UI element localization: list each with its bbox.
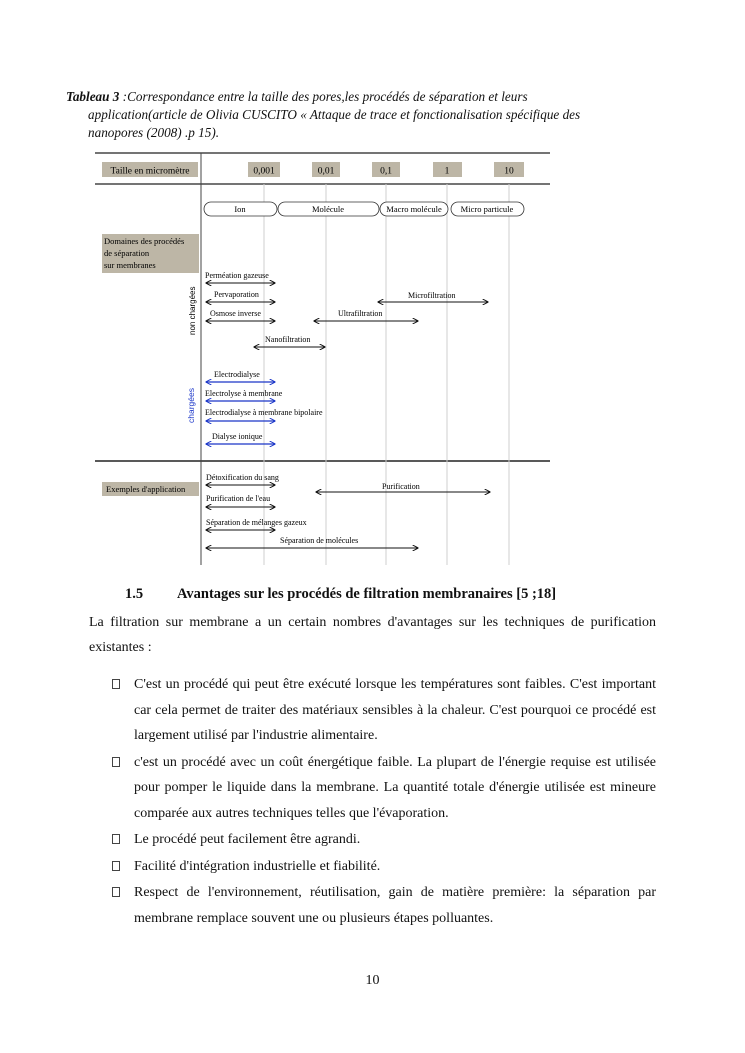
process-label: Pervaporation bbox=[214, 290, 259, 299]
section-title: Avantages sur les procédés de filtration membranaires [5 ;18] bbox=[177, 586, 557, 602]
application-label: Détoxification du sang bbox=[206, 473, 279, 482]
process-label: Dialyse ionique bbox=[212, 432, 263, 441]
process-label: Electrolyse à membrane bbox=[205, 389, 283, 398]
list-item-text: C'est un procédé qui peut être exécuté lorsque les températures sont faibles. C'est important car cela permet de traiter des matériaux sensibles à la chaleur. C'est pourquoi ce procédé est largement utilisé par l'industrie alimentaire. bbox=[134, 677, 656, 743]
list-item-text: c'est un procédé avec un coût énergétique faible. La plupart de l'énergie requise est utilisée pour pomper le liquide dans la membrane. La quantité totale d'énergie utilisée est mineure comparée aux autres techniques telles que l'évaporation. bbox=[134, 754, 656, 821]
process-label: Perméation gazeuse bbox=[205, 271, 269, 280]
process-label: Microfiltration bbox=[408, 291, 456, 300]
advantages-list bbox=[112, 672, 656, 932]
application-label: Séparation de molécules bbox=[280, 536, 359, 545]
page-number: 10 bbox=[365, 973, 380, 988]
caption-line3: nanopores (2008) .p 15). bbox=[88, 125, 220, 140]
application-label: Séparation de mélanges gazeux bbox=[206, 518, 307, 527]
size-value: 0,001 bbox=[253, 166, 275, 177]
size-label: Taille en micromètre bbox=[110, 166, 190, 177]
intro-paragraph: La filtration sur membrane a un certain nombres d'avantages sur les techniques de purification existantes : bbox=[89, 615, 656, 655]
list-item bbox=[112, 750, 656, 827]
list-item bbox=[112, 880, 656, 931]
section-heading bbox=[125, 586, 556, 603]
uncharged-label: non chargées bbox=[188, 286, 197, 335]
process-label: Electrodialyse à membrane bipolaire bbox=[205, 408, 323, 417]
list-item bbox=[112, 854, 656, 880]
section-number: 1.5 bbox=[125, 586, 144, 602]
bullet-box-icon bbox=[112, 887, 120, 897]
size-value: 0,1 bbox=[380, 166, 392, 177]
application-label: Purification bbox=[382, 482, 420, 491]
bullet-box-icon bbox=[112, 861, 120, 871]
particle-label: Molécule bbox=[311, 204, 345, 214]
domain-label-line: sur membranes bbox=[104, 260, 156, 270]
size-value: 1 bbox=[444, 166, 450, 177]
list-item-text: Respect de l'environnement, réutilisation, gain de matière première: la séparation par membrane remplace souvent une ou plusieurs étapes polluantes. bbox=[134, 885, 656, 926]
particle-label: Micro particule bbox=[460, 204, 514, 214]
bullet-box-icon bbox=[112, 679, 120, 689]
particle-label: Ion bbox=[234, 204, 246, 214]
list-item bbox=[112, 672, 656, 749]
list-item-text: Facilité d'intégration industrielle et fiabilité. bbox=[134, 858, 381, 874]
list-item-text: Le procédé peut facilement être agrandi. bbox=[134, 832, 361, 847]
particle-label: Macro molécule bbox=[386, 204, 442, 214]
application-label: Purification de l'eau bbox=[206, 494, 271, 503]
process-label: Electrodialyse bbox=[214, 370, 260, 379]
caption-lead: Tableau 3 bbox=[66, 89, 120, 104]
applications-label: Exemples d'application bbox=[106, 484, 186, 494]
caption-line1: :Correspondance entre la taille des pores,les procédés de séparation et leurs bbox=[119, 89, 528, 104]
process-label: Nanofiltration bbox=[265, 335, 311, 344]
process-label: Ultrafiltration bbox=[338, 309, 383, 318]
size-value: 0,01 bbox=[317, 166, 335, 177]
process-label: Osmose inverse bbox=[210, 309, 261, 318]
domain-label-line: Domaines des procédés bbox=[104, 236, 185, 246]
bullet-box-icon bbox=[112, 834, 120, 844]
caption-line2: application(article de Olivia CUSCITO « Attaque de trace et fonctionalisation spécifique des bbox=[88, 107, 581, 122]
list-item bbox=[112, 827, 656, 853]
pore-size-diagram bbox=[92, 150, 554, 570]
charged-label: chargées bbox=[186, 388, 196, 423]
table-caption bbox=[66, 88, 656, 142]
bullet-box-icon bbox=[112, 757, 120, 767]
size-value: 10 bbox=[504, 166, 514, 177]
domain-label-line: de séparation bbox=[104, 248, 150, 258]
